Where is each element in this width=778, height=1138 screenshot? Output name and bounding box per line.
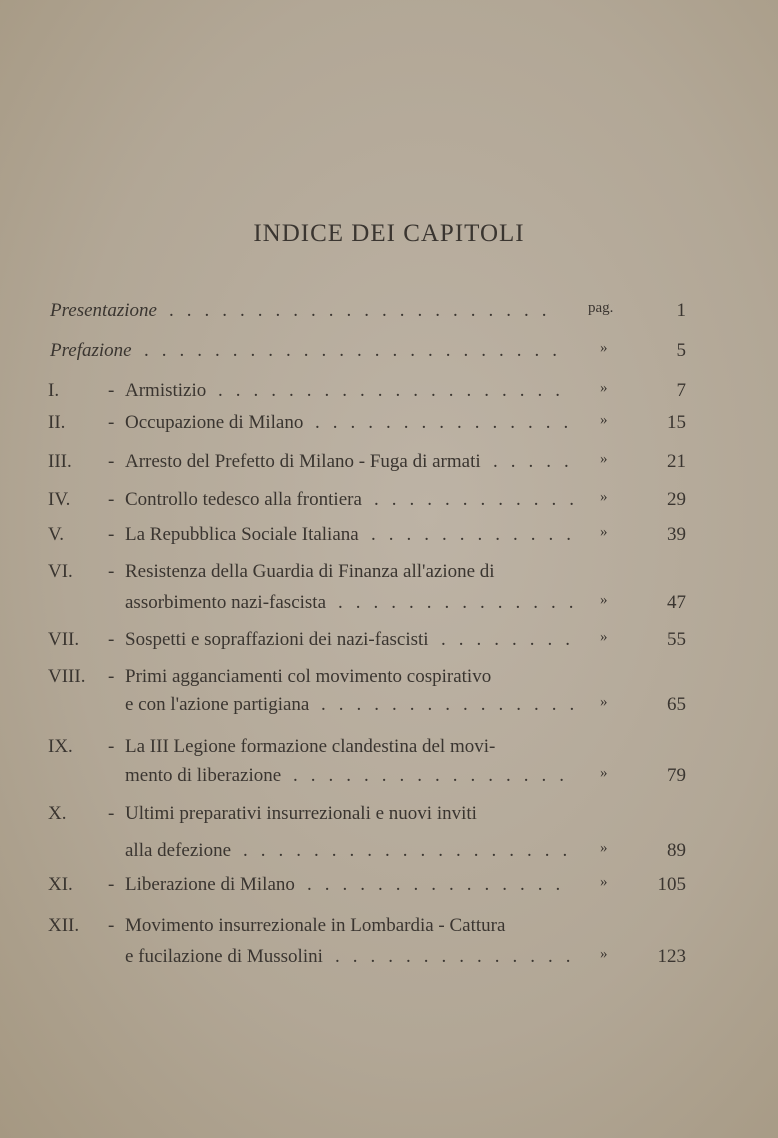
chapter-numeral: V. bbox=[48, 524, 65, 545]
page-marker: » bbox=[600, 840, 608, 856]
page-marker: » bbox=[600, 489, 608, 505]
toc-entry bbox=[0, 915, 778, 945]
page-marker: » bbox=[600, 340, 608, 356]
leader-dots: .................... bbox=[218, 380, 573, 401]
entry-title: Occupazione di Milano bbox=[125, 412, 304, 433]
separator-dash: - bbox=[108, 489, 115, 510]
chapter-numeral: III. bbox=[48, 451, 72, 472]
entry-title: Sospetti e sopraffazioni dei nazi-fascisti bbox=[125, 629, 429, 650]
page-marker: » bbox=[600, 451, 608, 467]
chapter-numeral: VII. bbox=[48, 629, 80, 650]
page-marker: » bbox=[600, 629, 608, 645]
entry-title: assorbimento nazi-fascista bbox=[125, 592, 327, 613]
entry-title: Ultimi preparativi insurrezionali e nuovi inviti bbox=[125, 803, 477, 824]
chapter-numeral: IV. bbox=[48, 489, 71, 510]
page-title: INDICE DEI CAPITOLI bbox=[253, 220, 525, 247]
separator-dash: - bbox=[108, 561, 115, 582]
leader-dots: ........................ bbox=[144, 340, 570, 361]
leader-dots: ............... bbox=[315, 412, 582, 433]
separator-dash: - bbox=[108, 524, 115, 545]
separator-dash: - bbox=[108, 629, 115, 650]
toc-entry bbox=[0, 340, 778, 370]
leader-dots: ............... bbox=[307, 874, 574, 895]
toc-entry bbox=[0, 561, 778, 591]
toc-entry bbox=[0, 874, 778, 904]
page-number: 47 bbox=[667, 592, 686, 613]
page-marker: » bbox=[600, 694, 608, 710]
toc-entry bbox=[0, 380, 778, 410]
page-marker: » bbox=[600, 412, 608, 428]
entry-title: e fucilazione di Mussolini bbox=[125, 946, 323, 967]
leader-dots: ................ bbox=[293, 765, 577, 786]
toc-entry bbox=[0, 736, 778, 766]
toc-entry bbox=[0, 451, 778, 481]
chapter-numeral: XII. bbox=[48, 915, 80, 936]
chapter-numeral: II. bbox=[48, 412, 66, 433]
page-number: 1 bbox=[676, 300, 686, 321]
entry-title: Prefazione bbox=[50, 340, 132, 361]
entry-title: e con l'azione partigiana bbox=[125, 694, 310, 715]
leader-dots: ............ bbox=[374, 489, 587, 510]
toc-entry bbox=[0, 300, 778, 330]
separator-dash: - bbox=[108, 736, 115, 757]
entry-title: Armistizio bbox=[125, 380, 207, 401]
separator-dash: - bbox=[108, 803, 115, 824]
toc-entry bbox=[0, 524, 778, 554]
page-number: 55 bbox=[667, 629, 686, 650]
toc-entry bbox=[0, 840, 778, 870]
page-marker: » bbox=[600, 946, 608, 962]
page-number: 5 bbox=[676, 340, 686, 361]
entry-title: La Repubblica Sociale Italiana bbox=[125, 524, 359, 545]
page-marker: » bbox=[600, 524, 608, 540]
page-number: 65 bbox=[667, 694, 686, 715]
leader-dots: ................... bbox=[243, 840, 581, 861]
page-number: 105 bbox=[657, 874, 686, 895]
entry-title: mento di liberazione bbox=[125, 765, 282, 786]
page-marker: » bbox=[600, 592, 608, 608]
page-number: 29 bbox=[667, 489, 686, 510]
leader-dots: .............. bbox=[335, 946, 584, 967]
leader-dots: ...................... bbox=[169, 300, 560, 321]
separator-dash: - bbox=[108, 666, 115, 687]
leader-dots: ........ bbox=[441, 629, 583, 650]
page-number: 21 bbox=[667, 451, 686, 472]
entry-title: Presentazione bbox=[50, 300, 157, 321]
page-number: 79 bbox=[667, 765, 686, 786]
leader-dots: ............... bbox=[321, 694, 588, 715]
page-number: 39 bbox=[667, 524, 686, 545]
chapter-numeral: X. bbox=[48, 803, 67, 824]
separator-dash: - bbox=[108, 451, 115, 472]
page-number: 89 bbox=[667, 840, 686, 861]
toc-entry bbox=[0, 412, 778, 442]
leader-dots: ............ bbox=[371, 524, 584, 545]
chapter-numeral: IX. bbox=[48, 736, 73, 757]
entry-title: La III Legione formazione clandestina del movi- bbox=[125, 736, 496, 757]
separator-dash: - bbox=[108, 874, 115, 895]
page-marker: » bbox=[600, 380, 608, 396]
entry-title: Liberazione di Milano bbox=[125, 874, 295, 895]
toc-entry bbox=[0, 489, 778, 519]
toc-entry bbox=[0, 629, 778, 659]
page-number: 123 bbox=[657, 946, 686, 967]
entry-title: Primi agganciamenti col movimento cospirativo bbox=[125, 666, 492, 687]
chapter-numeral: VIII. bbox=[48, 666, 86, 687]
entry-title: Controllo tedesco alla frontiera bbox=[125, 489, 362, 510]
chapter-numeral: XI. bbox=[48, 874, 73, 895]
page-marker: pag. bbox=[588, 300, 614, 316]
chapter-numeral: VI. bbox=[48, 561, 73, 582]
separator-dash: - bbox=[108, 380, 115, 401]
leader-dots: ..... bbox=[493, 451, 582, 472]
leader-dots: .............. bbox=[338, 592, 587, 613]
entry-title: Movimento insurrezionale in Lombardia - Cattura bbox=[125, 915, 506, 936]
page-number: 15 bbox=[667, 412, 686, 433]
toc-entry bbox=[0, 765, 778, 795]
page-marker: » bbox=[600, 874, 608, 890]
toc-entry bbox=[0, 803, 778, 833]
entry-title: alla defezione bbox=[125, 840, 232, 861]
page-marker: » bbox=[600, 765, 608, 781]
separator-dash: - bbox=[108, 412, 115, 433]
toc-entry bbox=[0, 666, 778, 696]
entry-title: Resistenza della Guardia di Finanza all'azione di bbox=[125, 561, 495, 582]
toc-entry bbox=[0, 592, 778, 622]
separator-dash: - bbox=[108, 915, 115, 936]
page-number: 7 bbox=[676, 380, 686, 401]
toc-entry bbox=[0, 694, 778, 724]
chapter-numeral: I. bbox=[48, 380, 60, 401]
entry-title: Arresto del Prefetto di Milano - Fuga di armati bbox=[125, 451, 481, 472]
toc-entry bbox=[0, 946, 778, 976]
